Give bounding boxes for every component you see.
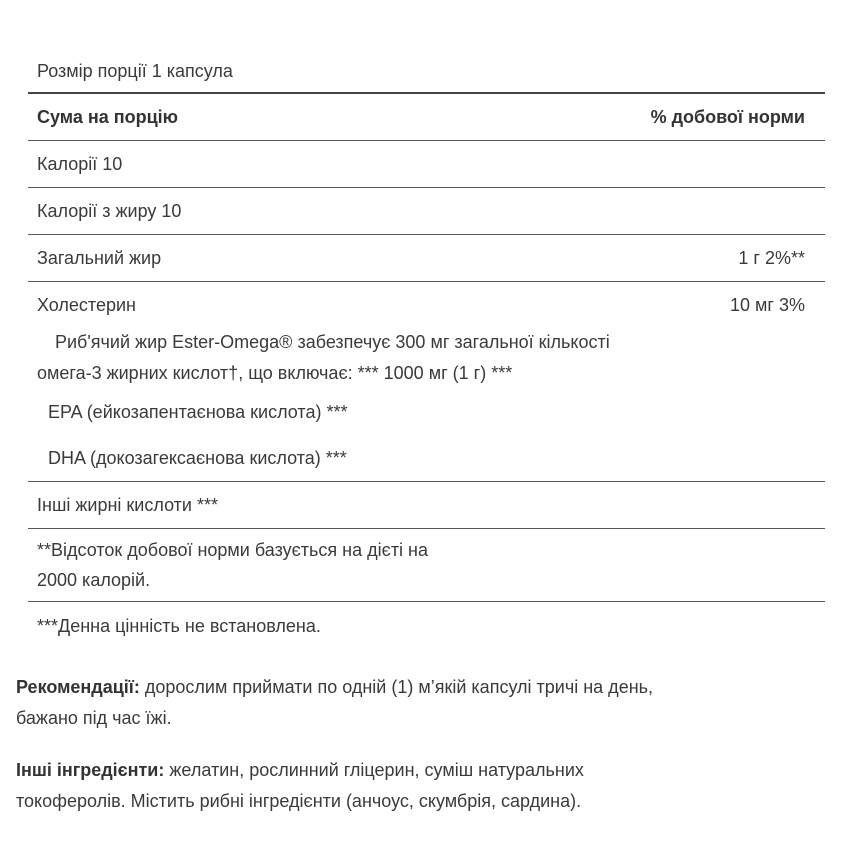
footnote-line: **Відсоток добової норми базується на дієті на — [37, 540, 429, 560]
recommendations-paragraph — [16, 672, 826, 734]
daily-value-heading: % добової норми — [650, 106, 805, 127]
nutrient-label: Калорії 10 — [37, 153, 123, 174]
omega-description-line: Риб'ячий жир Ester-Omega® забезпечує 300 мг загальної кількості — [55, 332, 610, 352]
epa-item — [28, 389, 825, 436]
serving-size-text: Розмір порції 1 капсула — [37, 60, 233, 81]
amount-per-serving-heading: Сума на порцію — [37, 106, 179, 127]
table-row — [28, 188, 825, 235]
other-ingredients-text: токоферолів. Містить рибні інгредієнти (анчоус, скумбрія, сардина). — [16, 791, 582, 811]
footnote-line: 2000 калорій. — [37, 570, 151, 590]
other-fatty-acids-row — [28, 482, 825, 529]
recommendations-text: дорослим приймати по одній (1) м’якій капсулі тричі на день, — [139, 677, 654, 697]
nutrient-value: 10 мг 3% — [730, 295, 805, 315]
serving-size-row — [28, 50, 825, 94]
nutrient-label: Загальний жир — [37, 247, 162, 268]
other-fatty-acids-label: Інші жирні кислоти *** — [37, 494, 218, 515]
not-established-footnote — [28, 602, 825, 650]
other-ingredients-label: Інші інгредієнти: — [16, 760, 165, 780]
dha-label: DHA (докозагексаєнова кислота) *** — [48, 448, 347, 468]
nutrient-label: Холестерин — [37, 295, 136, 315]
omega-description-line: омега-3 жирних кислот†, що включає: *** 1000 мг (1 г) *** — [37, 363, 513, 383]
daily-value-footnote — [28, 529, 825, 602]
omega-description — [28, 327, 825, 389]
table-row — [28, 141, 825, 188]
other-ingredients-paragraph — [16, 755, 826, 817]
other-ingredients-text: желатин, рослинний гліцерин, суміш натуральних — [164, 760, 584, 780]
table-header-row — [28, 94, 825, 141]
nutrient-label: Калорії з жиру 10 — [37, 200, 182, 221]
nutrient-value: 1 г 2%** — [738, 247, 805, 268]
supplement-facts-table — [28, 50, 825, 650]
recommendations-text: бажано під час їжі. — [16, 708, 172, 728]
dha-item — [28, 436, 825, 482]
table-row — [28, 235, 825, 282]
epa-label: EPA (ейкозапентаєнова кислота) *** — [48, 402, 348, 422]
table-row — [28, 282, 825, 329]
recommendations-label: Рекомендації: — [16, 677, 140, 697]
footnote-line: ***Денна цінність не встановлена. — [37, 615, 321, 636]
